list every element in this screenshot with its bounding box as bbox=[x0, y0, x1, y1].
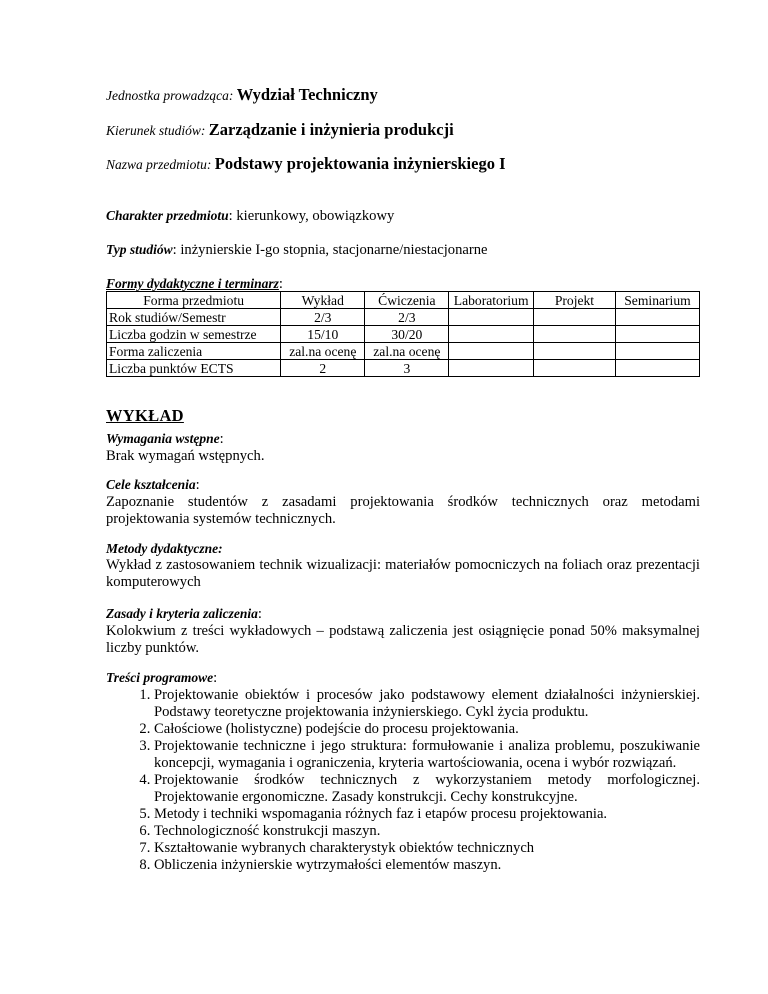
table-row bbox=[107, 343, 700, 360]
subject-value: Podstawy projektowania inżynierskiego I bbox=[214, 154, 506, 173]
field-label: Kierunek studiów bbox=[106, 123, 201, 138]
table-header-cell: Seminarium bbox=[615, 292, 699, 309]
rules-title: Zasady i kryteria zaliczenia bbox=[106, 606, 258, 621]
field-value: Zarządzanie i inżynieria produkcji bbox=[208, 120, 454, 139]
table-cell: 15/10 bbox=[281, 326, 365, 343]
list-item: 8. Obliczenia inżynierskie wytrzymałości elementów maszyn. bbox=[154, 857, 700, 874]
requirements-text: Brak wymagań wstępnych. bbox=[106, 448, 265, 464]
table-cell bbox=[449, 326, 534, 343]
forms-title-line: Formy dydaktyczne i terminarz: bbox=[106, 276, 283, 292]
table-cell bbox=[449, 360, 534, 377]
forms-table bbox=[106, 291, 700, 377]
table-header-cell: Wykład bbox=[281, 292, 365, 309]
table-row bbox=[107, 309, 700, 326]
table-cell: zal.na ocenę bbox=[365, 343, 449, 360]
methods-block bbox=[106, 540, 700, 591]
goals-block: Cele kształcenia: Zapoznanie studentów z zasadami projektowania środków technicznych oraz metodami projektowania systemów technicznych. bbox=[106, 477, 700, 527]
table-cell: Liczba punktów ECTS bbox=[107, 360, 281, 377]
table-cell: zal.na ocenę bbox=[281, 343, 365, 360]
character-value: kierunkowy, obowiązkowy bbox=[236, 208, 395, 224]
rules-block: Zasady i kryteria zaliczenia: Kolokwium z treści wykładowych – podstawą zaliczenia jest osiągnięcie ponad 50% maksymalnej liczby punktów. bbox=[106, 606, 700, 656]
table-header-cell: Projekt bbox=[533, 292, 615, 309]
table-cell: Rok studiów/Semestr bbox=[107, 309, 281, 326]
table-cell bbox=[449, 343, 534, 360]
methods-title: Metody dydaktyczne: bbox=[106, 541, 223, 556]
unit-line: Jednostka prowadząca: Wydział Techniczny bbox=[106, 85, 378, 104]
table-row bbox=[107, 360, 700, 377]
table-cell bbox=[615, 309, 699, 326]
table-header-row bbox=[107, 292, 700, 309]
requirements-block: Wymagania wstępne: Brak wymagań wstępnych. bbox=[106, 430, 700, 465]
table-cell: 3 bbox=[365, 360, 449, 377]
type-line: Typ studiów: inżynierskie I-go stopnia, stacjonarne/niestacjonarne bbox=[106, 242, 488, 258]
list-item: 2. Całościowe (holistyczne) podejście do procesu projektowania. bbox=[154, 721, 700, 738]
subject-line: Nazwa przedmiotu: Podstawy projektowania inżynierskiego I bbox=[106, 154, 506, 173]
table-header-cell: Ćwiczenia bbox=[365, 292, 449, 309]
list-item: 6. Technologiczność konstrukcji maszyn. bbox=[154, 823, 700, 840]
list-item: 3. Projektowanie techniczne i jego struktura: formułowanie i analiza problemu, poszukiwanie koncepcji, wymagania i ograniczenia, kryteria wartościowania, ocena i wybór rozwiązań. bbox=[154, 738, 700, 772]
subject-label: Nazwa przedmiotu bbox=[106, 157, 207, 172]
unit-value: Wydział Techniczny bbox=[236, 85, 378, 104]
goals-text: Zapoznanie studentów z zasadami projektowania środków technicznych oraz metodami projektowania systemów technicznych. bbox=[106, 494, 700, 527]
table-header-cell: Forma przedmiotu bbox=[107, 292, 281, 309]
type-label: Typ studiów bbox=[106, 242, 173, 257]
table-cell bbox=[615, 326, 699, 343]
table-cell bbox=[615, 360, 699, 377]
rules-text: Kolokwium z treści wykładowych – podstawą zaliczenia jest osiągnięcie ponad 50% maksymalnej liczby punktów. bbox=[106, 623, 700, 656]
table-cell bbox=[533, 360, 615, 377]
methods-text: Wykład z zastosowaniem technik wizualizacji: materiałów pomocniczych na foliach oraz prezentacji komputerowych bbox=[106, 557, 700, 590]
table-cell: 2 bbox=[281, 360, 365, 377]
table-cell: Liczba godzin w semestrze bbox=[107, 326, 281, 343]
table-cell: 30/20 bbox=[365, 326, 449, 343]
requirements-title: Wymagania wstępne bbox=[106, 431, 220, 446]
list-item: 4. Projektowanie środków technicznych z wykorzystaniem metody morfologicznej. Projektowanie ergonomiczne. Zasady konstrukcji. Cechy konstrukcyjne. bbox=[154, 772, 700, 806]
table-cell: 2/3 bbox=[365, 309, 449, 326]
table-cell bbox=[533, 326, 615, 343]
table-header-cell: Laboratorium bbox=[449, 292, 534, 309]
table-cell bbox=[533, 309, 615, 326]
table-cell bbox=[449, 309, 534, 326]
content-title: Treści programowe bbox=[106, 670, 214, 685]
list-item: 1. Projektowanie obiektów i procesów jako podstawowy element działalności inżynierskiej. Podstawy teoretyczne projektowania inżynierskiego. Cykl życia produktu. bbox=[154, 687, 700, 721]
goals-title: Cele kształcenia bbox=[106, 477, 196, 492]
character-label: Charakter przedmiotu bbox=[106, 208, 229, 223]
table-cell bbox=[533, 343, 615, 360]
table-cell: 2/3 bbox=[281, 309, 365, 326]
content-list bbox=[106, 687, 700, 874]
content-block: Treści programowe: 1. Projektowanie obiektów i procesów jako podstawowy element działalności inżynierskiej. Podstawy teoretyczne projektowania inżynierskiego. Cykl życia produktu. 2. Całościowe (holistyczne) podejście do procesu projektowania. 3. Projektowanie techniczne i jego struktura: formułowanie i analiza problemu, poszukiwanie koncepcji, wymagania i ograniczenia, kryteria wartościowania, ocena i wybór rozwiązań. 4. Projektowanie środków technicznych z wykorzystaniem metody morfologicznej. Projektowanie ergonomiczne. Zasady konstrukcji. Cechy konstrukcyjne. 5. Metody i techniki wspomagania różnych faz i etapów procesu projektowania. 6. Technologiczność konstrukcji maszyn. 7. Kształtowanie wybranych charakterystyk obiektów technicznych 8. Obliczenia inżynierskie wytrzymałości elementów maszyn. bbox=[106, 669, 700, 874]
unit-label: Jednostka prowadząca bbox=[106, 88, 229, 103]
character-line: Charakter przedmiotu: kierunkowy, obowiązkowy bbox=[106, 208, 395, 224]
lecture-section-title: WYKŁAD bbox=[106, 406, 184, 425]
type-value: inżynierskie I-go stopnia, stacjonarne/niestacjonarne bbox=[180, 242, 488, 258]
forms-title: Formy dydaktyczne i terminarz bbox=[106, 276, 279, 291]
list-item: 5. Metody i techniki wspomagania różnych faz i etapów procesu projektowania. bbox=[154, 806, 700, 823]
list-item: 7. Kształtowanie wybranych charakterystyk obiektów technicznych bbox=[154, 840, 700, 857]
table-cell: Forma zaliczenia bbox=[107, 343, 281, 360]
table-cell bbox=[615, 343, 699, 360]
field-line: Kierunek studiów: Zarządzanie i inżynieria produkcji bbox=[106, 120, 454, 139]
table-row bbox=[107, 326, 700, 343]
